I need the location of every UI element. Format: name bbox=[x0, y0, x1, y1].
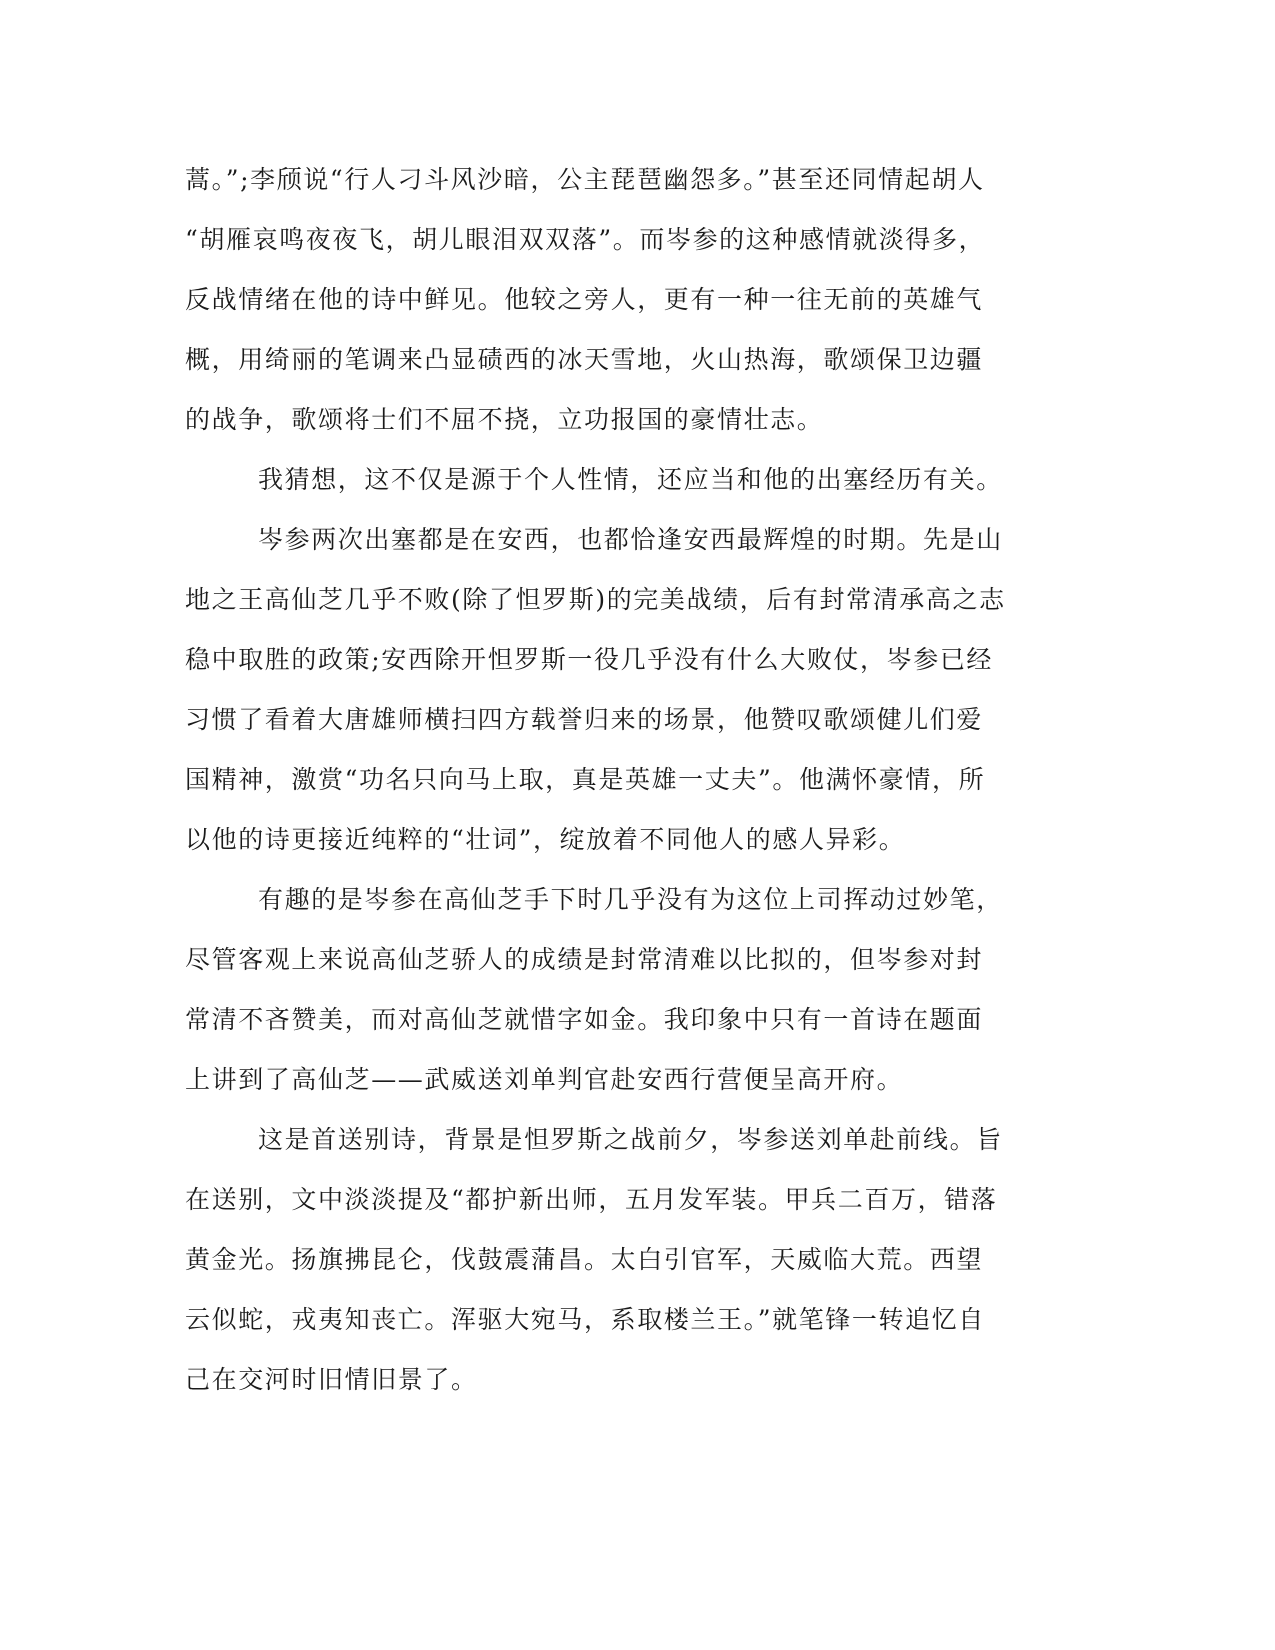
text-line: 稳中取胜的政策;安西除开怛罗斯一役几乎没有什么大败仗，岑参已经 bbox=[185, 645, 994, 674]
text-line: 在送别，文中淡淡提及“都护新出师，五月发军装。甲兵二百万，错落 bbox=[185, 1185, 998, 1214]
text-line: 云似蛇，戎夷知丧亡。浑驱大宛马，系取楼兰王。”就笔锋一转追忆自 bbox=[185, 1305, 985, 1334]
text-line: 黄金光。扬旗拂昆仑，伐鼓震蒲昌。太白引官军，天威临大荒。西望 bbox=[185, 1245, 984, 1274]
text-line: 蒿。”;李颀说“行人刁斗风沙暗，公主琵琶幽怨多。”甚至还同情起胡人 bbox=[185, 165, 985, 194]
text-line: 地之王高仙芝几乎不败(除了怛罗斯)的完美战绩，后有封常清承高之志 bbox=[185, 585, 1006, 614]
paragraph-first-line: 我猜想，这不仅是源于个人性情，还应当和他的出塞经历有关。 bbox=[258, 465, 1003, 494]
text-line: 己在交河时旧情旧景了。 bbox=[185, 1365, 478, 1394]
text-line: “胡雁哀鸣夜夜飞，胡儿眼泪双双落”。而岑参的这种感情就淡得多， bbox=[185, 225, 986, 254]
text-line: 尽管客观上来说高仙芝骄人的成绩是封常清难以比拟的，但岑参对封 bbox=[185, 945, 984, 974]
paragraph-first-line: 有趣的是岑参在高仙芝手下时几乎没有为这位上司挥动过妙笔， bbox=[258, 885, 1003, 914]
paragraph-first-line: 这是首送别诗，背景是怛罗斯之战前夕，岑参送刘单赴前线。旨 bbox=[258, 1125, 1003, 1154]
text-line: 以他的诗更接近纯粹的“壮词”，绽放着不同他人的感人异彩。 bbox=[185, 825, 906, 854]
text-line: 习惯了看着大唐雄师横扫四方载誉归来的场景，他赞叹歌颂健儿们爱 bbox=[185, 705, 984, 734]
text-line: 国精神，激赏“功名只向马上取，真是英雄一丈夫”。他满怀豪情，所 bbox=[185, 765, 986, 794]
paragraph-first-line: 岑参两次出塞都是在安西，也都恰逢安西最辉煌的时期。先是山 bbox=[258, 525, 1003, 554]
text-line: 概，用绮丽的笔调来凸显碛西的冰天雪地，火山热海，歌颂保卫边疆 bbox=[185, 345, 984, 374]
text-line: 常清不吝赞美，而对高仙芝就惜字如金。我印象中只有一首诗在题面 bbox=[185, 1005, 984, 1034]
text-line: 的战争，歌颂将士们不屈不挠，立功报国的豪情壮志。 bbox=[185, 405, 824, 434]
text-line: 上讲到了高仙芝——武威送刘单判官赴安西行营便呈高开府。 bbox=[185, 1065, 904, 1094]
text-line: 反战情绪在他的诗中鲜见。他较之旁人，更有一种一往无前的英雄气 bbox=[185, 285, 984, 314]
